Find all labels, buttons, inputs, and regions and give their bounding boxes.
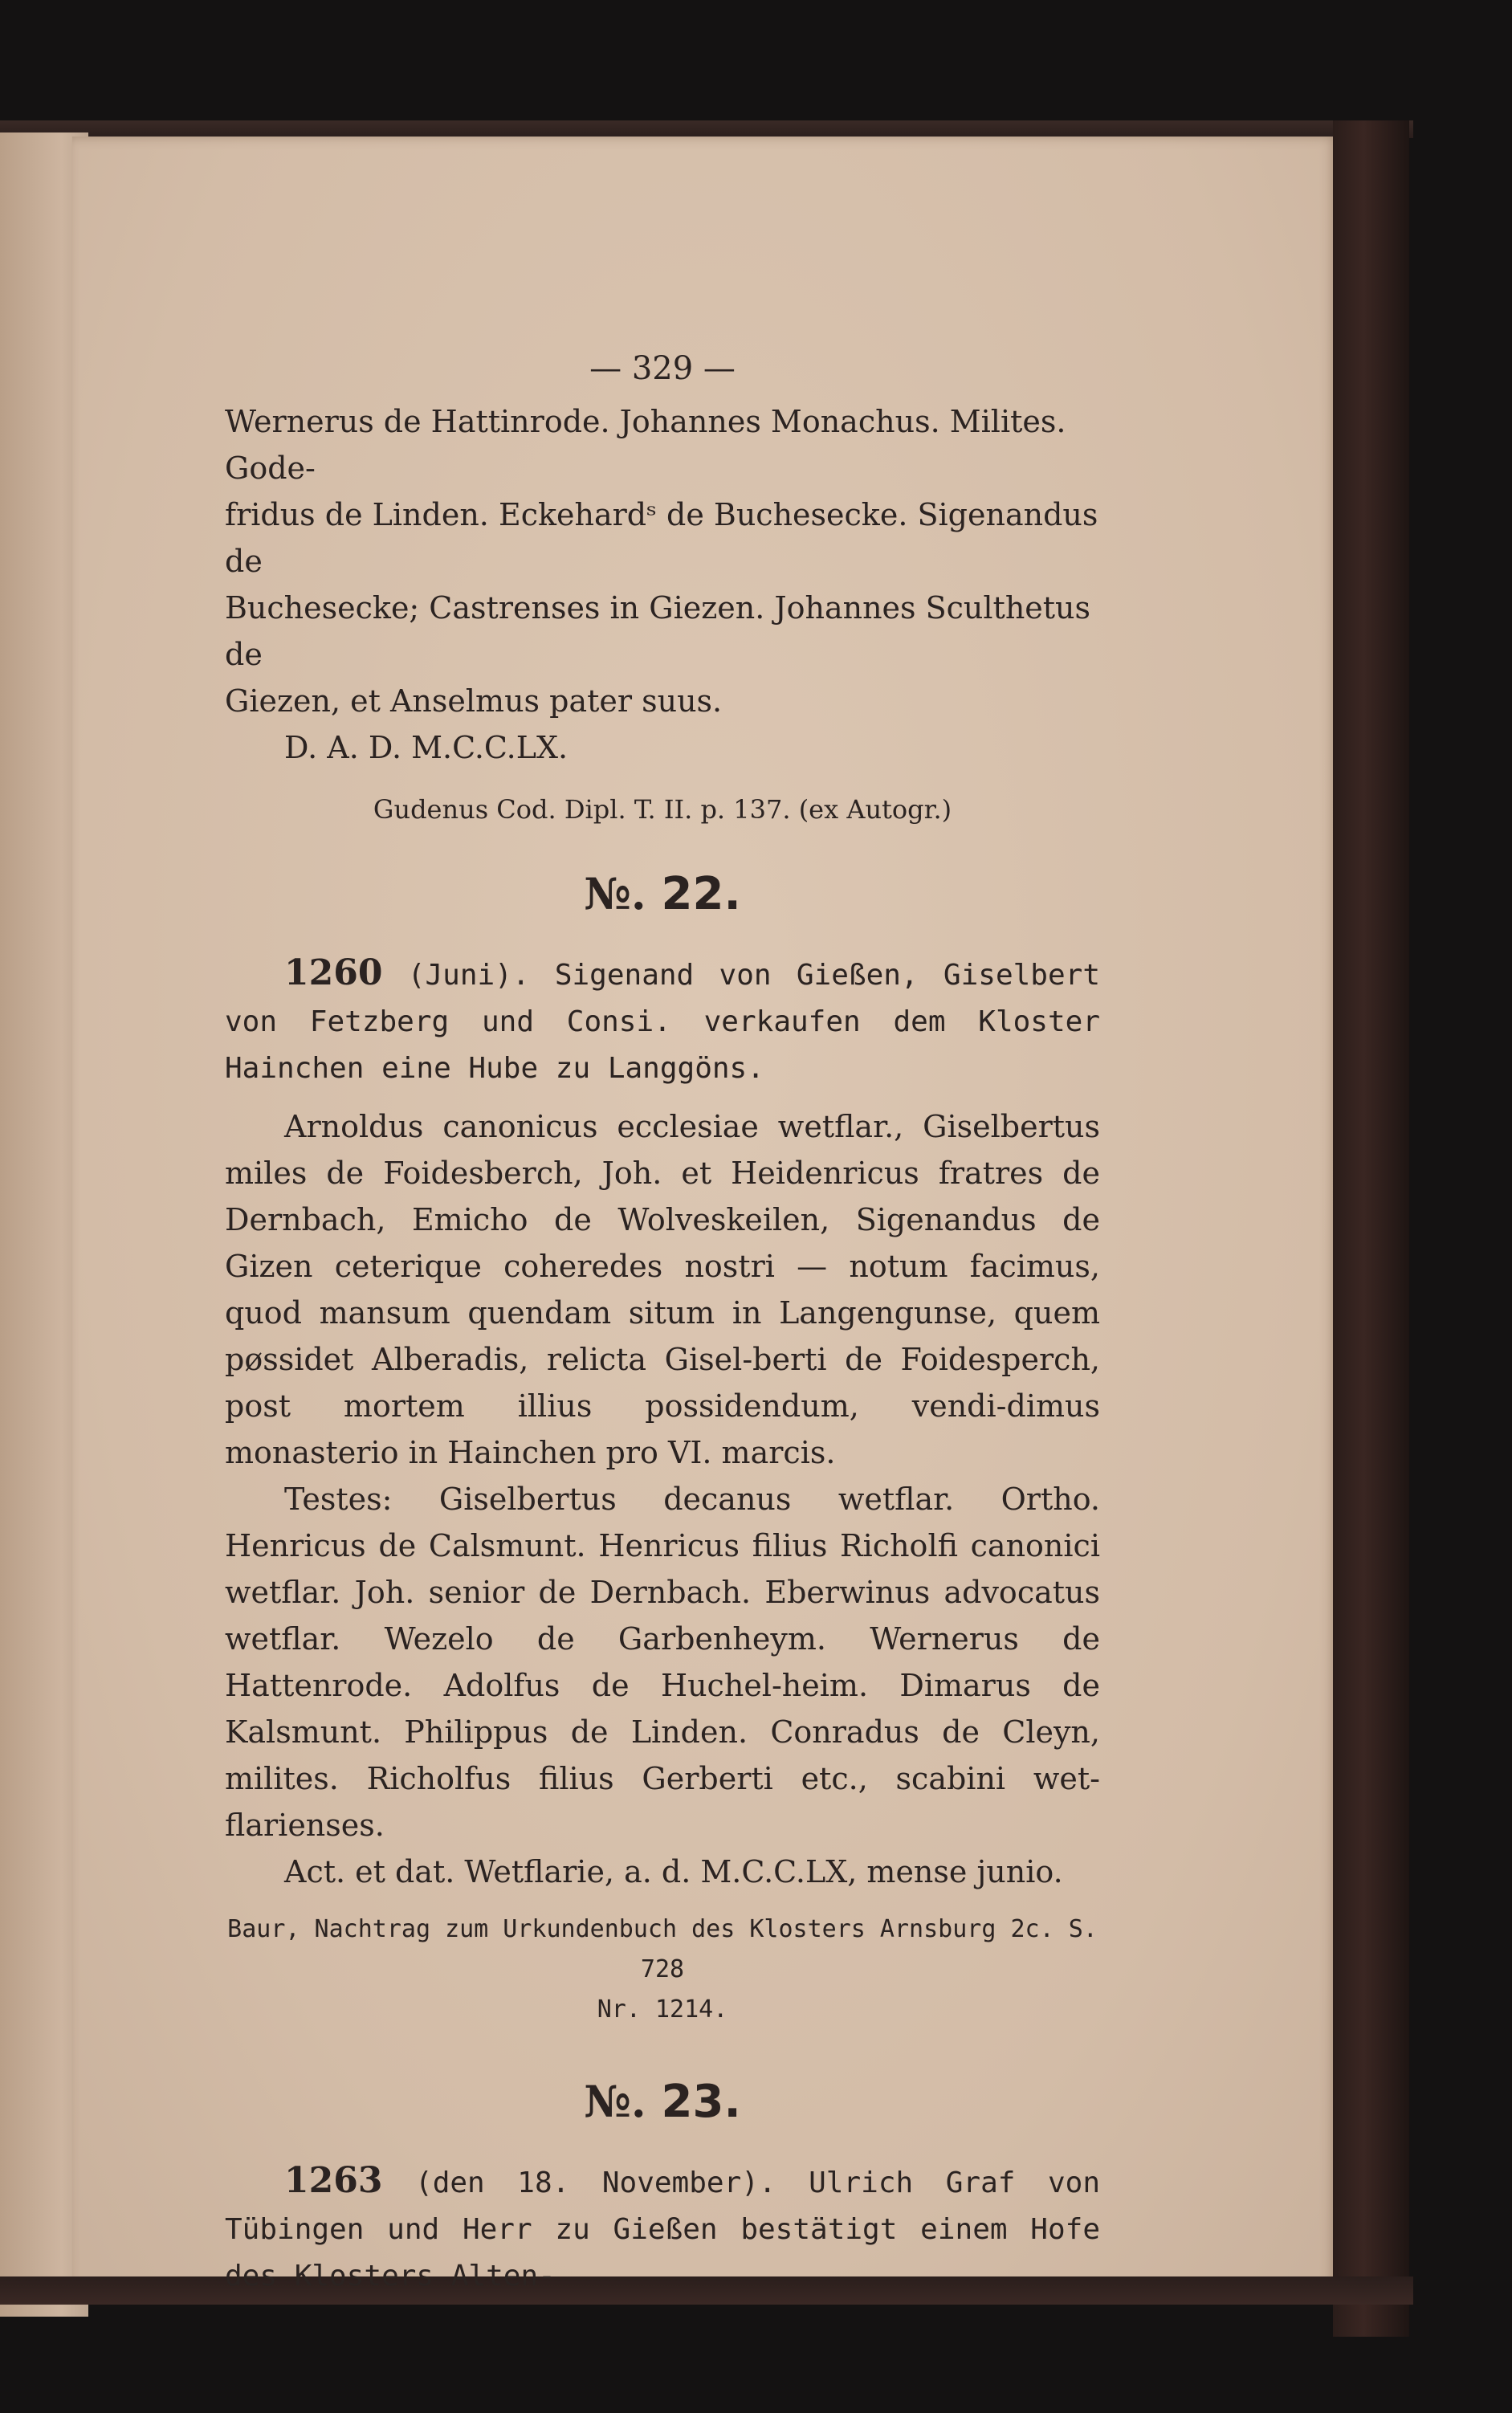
text-line: Giezen, et Anselmus pater suus. — [225, 683, 723, 719]
regest-year: 1260 — [284, 952, 383, 993]
document-number: 23. — [661, 2076, 741, 2128]
text-line: Buchesecke; Castrenses in Giezen. Johannes Sculthetus de — [225, 590, 1091, 672]
source-reference — [225, 1910, 1100, 2030]
text-line: Wernerus de Hattinrode. Johannes Monachus. Milites. Gode- — [225, 404, 1066, 486]
dating-paragraph: Act. et dat. Wetflarie, a. d. M.C.C.LX, mense junio. — [284, 1854, 1063, 1889]
regest-text: (Juni). Sigenand von Gießen, Giselbert von Fetzberg und Consi. verkaufen dem Kloster Hainchen eine Hube zu Langgöns. — [225, 959, 1100, 1085]
page-text — [225, 345, 1100, 2300]
source-line: Nr. 1214. — [597, 1995, 728, 2024]
page-number: — 329 — — [589, 350, 736, 387]
witnesses-paragraph: Testes: Giselbertus decanus wetflar. Ortho. Henricus de Calsmunt. Henricus filius Richolfi canonici wetflar. Joh. senior de Dernbach. Eberwinus advocatus wetflar. Wezelo de Garbenheym. Wernerus de Hattenrode. Adolfus de Huchel-heim. Dimarus de Kalsmunt. Philippus de Linden. Conradus de Cleyn, milites. Richolfus filius Gerberti etc., scabini wet-flarienses. — [225, 1482, 1100, 1843]
text-line: fridus de Linden. Eckehardˢ de Buchesecke. Sigenandus de — [225, 497, 1098, 579]
document-number: 22. — [661, 868, 741, 920]
regest-22 — [225, 950, 1100, 1092]
source-line: Baur, Nachtrag zum Urkundenbuch des Klosters Arnsburg 2c. S. 728 — [227, 1915, 1098, 1983]
date-line: D. A. D. M.C.C.LX. — [284, 730, 569, 765]
body-paragraph: Arnoldus canonicus ecclesiae wetflar., Giselbertus miles de Foidesberch, Joh. et Heidenricus fratres de Dernbach, Emicho de Wolveskeilen, Sigenandus de Gizen ceterique coheredes nostri — notum facimus, quod mansum quendam situm in Langengunse, quem pøssidet Alberadis, relicta Gisel-berti de Foidesperch, post mortem illius possidendum, vendi-dimus monasterio in Hainchen pro VI. marcis. — [225, 1109, 1100, 1470]
book-top-edge — [0, 120, 1413, 138]
book-binding — [1333, 120, 1409, 2337]
citation: Gudenus Cod. Dipl. T. II. p. 137. (ex Autogr.) — [373, 794, 952, 825]
continued-document — [225, 398, 1100, 830]
regest-year: 1263 — [284, 2160, 383, 2201]
regest-text: (den 18. November). Ulrich Graf von Tübingen und Herr zu Gießen bestätigt einem Hofe des Klosters Alten- — [225, 2166, 1100, 2293]
number-label: №. — [584, 2076, 646, 2127]
document-heading-22 — [225, 870, 1100, 918]
regest-23 — [225, 2158, 1100, 2300]
document-heading-23 — [225, 2078, 1100, 2126]
number-label: №. — [584, 868, 646, 919]
